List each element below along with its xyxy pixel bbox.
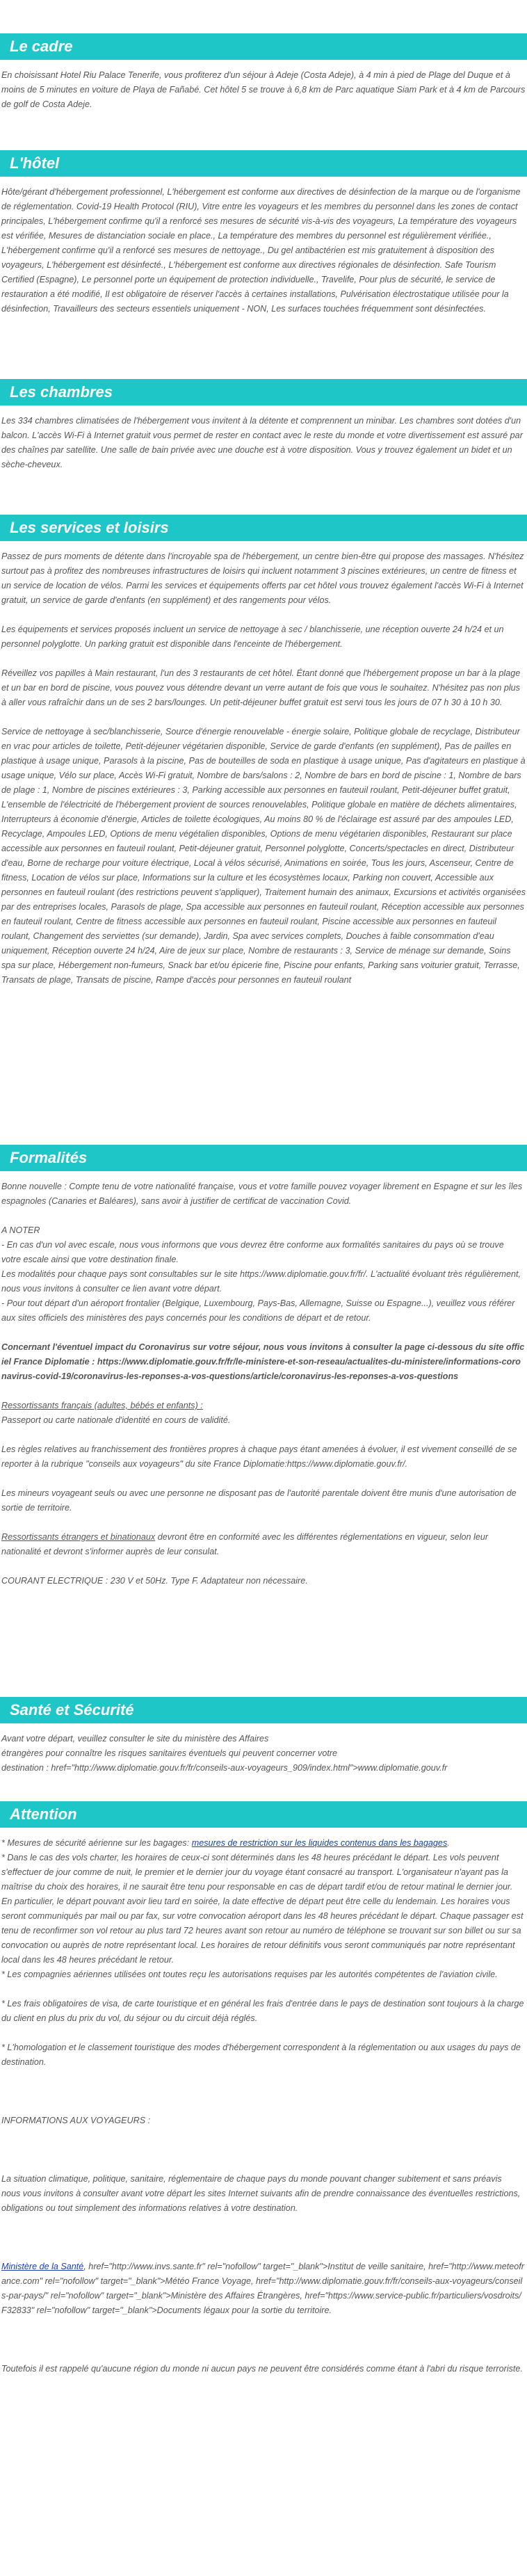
section-cadre bbox=[0, 33, 527, 112]
terrorisme-text: Toutefois il est rappelé qu'aucune région du monde ni aucun pays ne peuvent être considérés comme étant à l'abri du risque terroriste. bbox=[1, 2364, 523, 2374]
section-title: L'hôtel bbox=[0, 150, 527, 177]
chambres-text: Les 334 chambres climatisées de l'hébergement vous invitent à la détente et comprennent un minibar. Les chambres sont dotées d'un balcon. L'accès Wi-Fi à Internet gratuit vous permet de rester en contact avec le reste du monde et votre divertissement est assuré par des chaînes par satellite. Une salle de bain privée avec une douche est à votre disposition. Vous y trouvez également un bidet et un sèche-cheveux. bbox=[1, 416, 523, 469]
frais-text: * Les frais obligatoires de visa, de carte touristique et en général les frais d'entrée dans le pays de destination sont toujours à la charge du client en plus du prix du vol, du séjour ou du circuit déjà réglés. bbox=[1, 1999, 524, 2023]
section-title: Les chambres bbox=[0, 379, 527, 405]
etrangers-paragraph bbox=[1, 1530, 526, 1559]
charter-text: * Dans le cas des vols charter, les horaires de ceux-ci sont déterminés dans les 48 heures précédant le départ. Les vols peuvent s'effectuer de jour comme de nuit, le premier et le dernier jour du voyage étant consacré au transport. L'organisateur n'ayant pas la maîtrise du choix des horaires, il ne saurait être tenu pour responsable en cas de départ tardif et/ou de retour matinal le dernier jour. En particulier, le départ pouvant avoir lieu tard en soirée, la date effective de départ peut être celle du lendemain. Les horaires vous seront communiqués par mail ou par fax, sur votre convocation aéroport dans les 48 heures précédant le départ. Chaque passager est tenu de reconfirmer son vol retour au plus tard 72 heures avant son retour au numéro de téléphone se trouvant sur son billet ou sur sa convocation ou auprès de notre représentant local. Les horaires de retour définitifs vous seront communiqués par notre représentant local dans les 48 heures précédant le retour. bbox=[1, 1853, 524, 1965]
etrangers-text: devront être en conformité avec les différentes réglementations en vigueur, selon leur nationalité et devront s'informer auprès de leur consulat. bbox=[1, 1532, 489, 1556]
section-title: Formalités bbox=[0, 1145, 527, 1171]
services-p3: Réveillez vos papilles à Main restaurant, l'un des 3 restaurants de cet hôtel. Étant donné que l'hébergement propose un bar à la plage et un bar en bord de piscine, vous pouvez vous détendre devant un verre autant de fois que vous le souhaitez. N'hésitez pas non plus à aller vous rafraîchir dans un de ses 2 bars/lounges. Un petit-déjeuner buffet gratuit est servi tous les jours de 07 h 30 à 10 h 30. bbox=[1, 668, 521, 707]
section-services bbox=[0, 515, 527, 988]
section-formalites bbox=[0, 1145, 527, 1588]
sante-line: étrangères pour connaître les risques sanitaires éventuels qui peuvent concerner votre bbox=[1, 1748, 338, 1758]
section-body bbox=[0, 185, 527, 316]
info-label: INFORMATIONS AUX VOYAGEURS : bbox=[1, 2116, 151, 2125]
cadre-text: En choisissant Hotel Riu Palace Tenerife, vous profiterez d'un séjour à Adeje (Costa Adeje), à 4 min à pied de Plage del Duque et à moins de 5 minutes en voiture de Playa de Fañabé. Cet hôtel 5 se trouve à 6,8 km de Parc aquatique Siam Park et à 4 km de Parcours de golf de Costa Adeje. bbox=[1, 70, 526, 109]
services-p2: Les équipements et services proposés incluent un service de nettoyage à sec / blanchisserie, une réception ouverte 24 h/24 et un personnel polyglotte. Un parking gratuit est disponible dans l'enceinte de l'hébergement. bbox=[1, 625, 504, 649]
section-body bbox=[0, 68, 527, 112]
note-line: - En cas d'un vol avec escale, nous vous informons que vous devrez être conforme aux formalités sanitaires du pays où se trouve votre escale ainsi que votre destination finale. bbox=[1, 1240, 504, 1264]
autorisations-text: * Les compagnies aériennes utilisées ont toutes reçu les autorisations requises par les autorités compétentes de l'aviation civile. bbox=[1, 1970, 498, 1979]
section-body bbox=[0, 1732, 527, 1776]
situation-line: nous vous invitons à consulter avant votre départ les sites Internet suivants afin de prendre connaissance des éventuelles restrictions, obligations ou tout simplement des informations relatives à votre destination. bbox=[1, 2189, 521, 2213]
section-sante bbox=[0, 1697, 527, 1776]
ressortissants-text: Passeport ou carte nationale d'identité en cours de validité. bbox=[1, 1415, 231, 1425]
regles-text: Les règles relatives au franchissement des frontières propres à chaque pays étant amenées à évoluer, il est vivement conseillé de se reporter à la rubrique "conseils aux voyageurs" du site France Diplomatie:https://www.diplomatie.gouv.fr/. bbox=[1, 1444, 517, 1469]
section-hotel bbox=[0, 150, 527, 316]
section-chambres bbox=[0, 379, 527, 472]
mesures-suffix: . bbox=[447, 1838, 450, 1848]
section-title: Attention bbox=[0, 1801, 527, 1828]
section-title: Les services et loisirs bbox=[0, 515, 527, 541]
etrangers-label: Ressortissants étrangers et binationaux bbox=[1, 1532, 156, 1542]
mesures-prefix: * Mesures de sécurité aérienne sur les bagages: bbox=[1, 1838, 192, 1848]
section-body bbox=[0, 1180, 527, 1588]
section-body bbox=[0, 549, 527, 988]
sante-line: Avant votre départ, veuillez consulter le site du ministère des Affaires bbox=[1, 1734, 269, 1744]
coronavirus-notice: Concernant l'éventuel impact du Coronavirus sur votre séjour, nous vous invitons à consulter la page ci-dessous du site officiel France Diplomatie : https://www.diplomatie.gouv.fr/fr/le-ministere-et-son-reseau/actualites-du-ministere/informations-coronavirus-covid-19/coronavirus-les-reponses-a-vos-questions/article/coronavirus-les-reponses-a-vos-questions bbox=[1, 1342, 525, 1381]
mineurs-text: Les mineurs voyageant seuls ou avec une personne ne disposant pas de l'autorité parentale doivent être munis d'une autorisation de sortie de territoire. bbox=[1, 1488, 517, 1513]
ministere-paragraph bbox=[1, 2260, 526, 2318]
homologation-text: * L'homologation et le classement touristique des modes d'hébergement correspondent à la réglementation ou aux usages du pays de destination. bbox=[1, 2043, 521, 2067]
section-body bbox=[0, 414, 527, 472]
section-title: Santé et Sécurité bbox=[0, 1697, 527, 1723]
ressortissants-label: Ressortissants français (adultes, bébés et enfants) : bbox=[1, 1401, 203, 1410]
section-title: Le cadre bbox=[0, 33, 527, 60]
sante-line: destination : href="http://www.diplomatie.gouv.fr/fr/conseils-aux-voyageurs_909/index.html">www.diplomatie.gouv.fr bbox=[1, 1763, 448, 1773]
situation-line: La situation climatique, politique, sanitaire, réglementaire de chaque pays du monde pouvant changer subitement et sans préavis bbox=[1, 2174, 502, 2184]
ministere-rest: , href="http://www.invs.sante.fr" rel="nofollow" target="_blank">Institut de veille sanitaire, href="http://www.meteofrance.com" rel="nofollow" target="_blank">Météo France Voyage, href="http://www.diplomatie.gouv.fr/fr/conseils-aux-voyageurs/conseils-par-pays/" rel="nofollow" target="_blank">Ministère des Affaires Étrangères, href="https://www.service-public.fr/particuliers/vosdroits/F32833" rel="nofollow" target="_blank">Documents légaux pour la sortie du territoire. bbox=[1, 2262, 524, 2315]
ministere-sante-link[interactable]: Ministère de la Santé bbox=[1, 2262, 84, 2271]
mesures-paragraph bbox=[1, 1836, 526, 1851]
section-body bbox=[0, 1836, 527, 2376]
note-line: - Pour tout départ d'un aéroport frontalier (Belgique, Luxembourg, Pays-Bas, Allemagne, Suisse ou Espagne...), veuillez vous référer aux sites officiels des ministères des pays concernés pour les conditions de départ et de retour. bbox=[1, 1298, 515, 1323]
courant-text: COURANT ELECTRIQUE : 230 V et 50Hz. Type F. Adaptateur non nécessaire. bbox=[1, 1576, 308, 1586]
note-label: A NOTER bbox=[1, 1225, 40, 1235]
mesures-link[interactable]: mesures de restriction sur les liquides contenus dans les bagages bbox=[191, 1838, 448, 1848]
formalites-intro: Bonne nouvelle : Compte tenu de votre nationalité française, vous et votre famille pouvez voyager librement en Espagne et sur les îles espagnoles (Canaries et Baléares), sans avoir à justifier de certificat de vaccination Covid. bbox=[1, 1182, 523, 1206]
section-attention bbox=[0, 1801, 527, 2376]
note-line: Les modalités pour chaque pays sont consultables sur le site https://www.diplomatie.gouv.fr/fr/. L'actualité évoluant très régulièrement, nous vous invitons à consulter ce lien avant votre départ. bbox=[1, 1269, 521, 1294]
services-p4: Service de nettoyage à sec/blanchisserie, Source d'énergie renouvelable - énergie solaire, Politique globale de recyclage, Distributeur en vrac pour articles de toilette, Petit-déjeuner végétarien disponible, Service de garde d'enfants (en supplément), Pas de pailles en plastique à usage unique, Parasols à la piscine, Pas de bouteilles de soda en plastique à usage unique, Pas d'agitateurs en plastique à usage unique, Vélo sur place, Accès Wi-Fi gratuit, Nombre de bars/salons : 2, Nombre de bars en bord de piscine : 1, Nombre de bars de plage : 1, Nombre de piscines extérieures : 3, Parking accessible aux personnes en fauteuil roulant, Petit-déjeuner buffet gratuit, L'ensemble de l'électricité de l'hébergement provient de sources renouvelables, Politique globale en matière de déchets alimentaires, Interrupteurs à économie d'énergie, Articles de toilette écologiques, Au moins 80 % de l'éclairage est assuré par des ampoules LED, Recyclage, Ampoules LED, Options de menu végétalien disponibles, Options de menu végétarien disponibles, Restaurant sur place accessible aux personnes en fauteuil roulant, Petit-déjeuner gratuit, Personnel polyglotte, Concerts/spectacles en direct, Distributeur d'eau, Borne de recharge pour voiture électrique, Local à vélos sécurisé, Animations en soirée, Tous les jours, Ascenseur, Centre de fitness, Location de vélos sur place, Informations sur la culture et les écosystèmes locaux, Parking non couvert, Accessible aux personnes en fauteuil roulant (des restrictions peuvent s'appliquer), Traitement humain des animaux, Excursions et activités organisées par des entreprises locales, Parasols de plage, Spa accessible aux personnes en fauteuil roulant, Réception accessible aux personnes en fauteuil roulant, Centre de fitness accessible aux personnes en fauteuil roulant, Piscine accessible aux personnes en fauteuil roulant, Changement des serviettes (sur demande), Jardin, Spa avec services complets, Douches à faible consommation d'eau uniquement, Réception ouverte 24 h/24, Aire de jeux sur place, Nombre de restaurants : 3, Service de ménage sur demande, Soins spa sur place, Hébergement non-fumeurs, Snack bar et/ou épicerie fine, Piscine pour enfants, Parking sans voiturier gratuit, Terrasse, Transats de plage, Transats de piscine, Rampe d'accès pour personnes en fauteuil roulant bbox=[1, 727, 526, 985]
hotel-text: Hôte/gérant d'hébergement professionnel, L'hébergement est conforme aux directives de désinfection de la marque ou de l'organisme de réglementation. Covid-19 Health Protocol (RIU), Vitre entre les voyageurs et les membres du personnel dans les zones de contact principales, L'hébergement confirme qu'il a renforcé ses mesures de sécurité vis-à-vis des voyageurs, La température des voyageurs est vérifiée, Mesures de distanciation sociale en place., La température des membres du personnel est régulièrement vérifiée., L'hébergement confirme qu'il a renforcé ses mesures de nettoyage., Du gel antibactérien est mis gratuitement à disposition des voyageurs, L'hébergement est désinfecté., L'hébergement est conforme aux directives régionales de désinfection. Safe Tourism Certified (Espagne), Le personnel porte un équipement de protection individuelle., Travelife, Pour plus de sécurité, le service de restauration a été modifié, Il est obligatoire de réserver l'accès à certaines installations, Pulvérisation électrostatique utilisée pour la désinfection, Travailleurs des secteurs essentiels uniquement - NON, Les surfaces touchées fréquemment sont désinfectées. bbox=[1, 187, 521, 314]
services-p1: Passez de purs moments de détente dans l'incroyable spa de l'hébergement, un centre bien-être qui propose des massages. N'hésitez surtout pas à profitez des nombreuses infrastructures de loisirs qui incluent notamment 3 piscines extérieures, un centre de fitness et un service de location de vélos. Parmi les services et équipements offerts par cet hôtel vous trouvez également l'accès Wi-Fi à Internet gratuit, un service de garde d'enfants (en supplément) et des rangements pour vélos. bbox=[1, 552, 524, 605]
